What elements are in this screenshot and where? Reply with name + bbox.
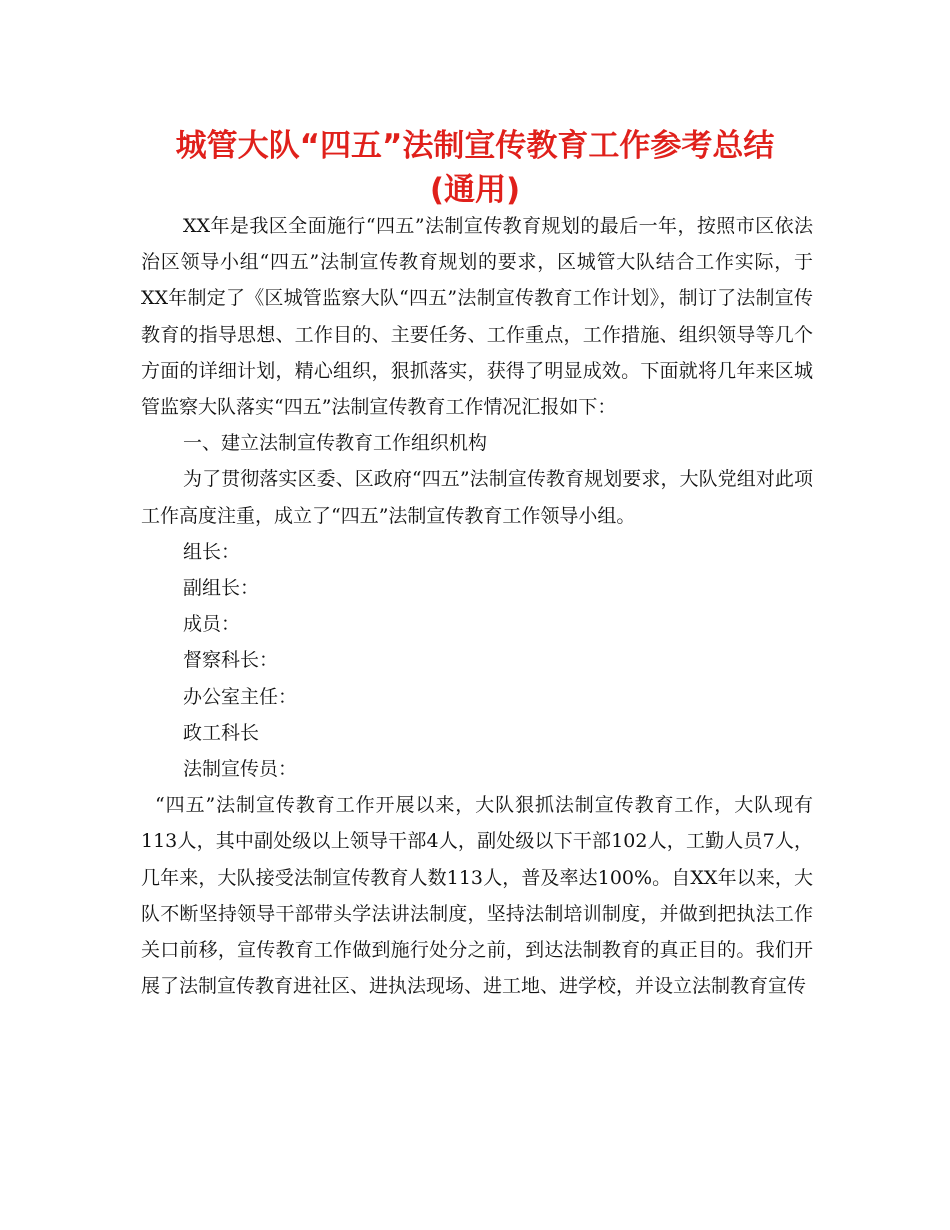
document-title: 城管大队“四五”法制宣传教育工作参考总结	[175, 128, 775, 164]
role-office-director: 办公室主任：	[183, 685, 298, 708]
role-deputy-leader: 副组长：	[183, 577, 260, 600]
section-heading-1: 一、建立法制宣传教育工作组织机构	[183, 432, 488, 455]
role-leader: 组长：	[183, 540, 241, 563]
paragraph-intro: XX年是我区全面施行“四五”法制宣传教育规划的最后一年，按照市区依法治区领导小组“四五”法制宣传教育规划的要求，区城管大队结合工作实际，于XX年制定了《区城管监察大队“四五”法制宣传教育工作计划》，制订了法制宣传教育的指导思想、工作目的、主要任务、工作重点，工作措施、组织领导等几个方面的详细计划，精心组织，狠抓落实，获得了明显成效。下面就将几年来区城管监察大队落实“四五”法制宣传教育工作情况汇报如下：	[141, 215, 813, 419]
document-body	[141, 208, 813, 1004]
role-legal-publicist: 法制宣传员：	[183, 758, 298, 781]
role-inspection-chief: 督察科长：	[183, 649, 279, 672]
document-subtitle: (通用)	[429, 172, 521, 208]
role-members: 成员：	[183, 613, 241, 636]
paragraph-leadership: 为了贯彻落实区委、区政府“四五”法制宣传教育规划要求，大队党组对此项工作高度注重，成立了“四五”法制宣传教育工作领导小组。	[141, 468, 813, 527]
role-political-chief: 政工科长	[183, 721, 260, 744]
paragraph-progress: “四五”法制宣传教育工作开展以来，大队狠抓法制宣传教育工作，大队现有113人，其中副处级以上领导干部4人，副处级以下干部102人，工勤人员7人，几年来，大队接受法制宣传教育人数113人，普及率达100%。自XX年以来，大队不断坚持领导干部带头学法讲法制度，坚持法制培训制度，并做到把执法工作关口前移，宣传教育工作做到施行处分之前，到达法制教育的真正目的。我们开展了法制宣传教育进社区、进执法现场、进工地、进学校，并设立法制教育宣传	[141, 794, 813, 998]
